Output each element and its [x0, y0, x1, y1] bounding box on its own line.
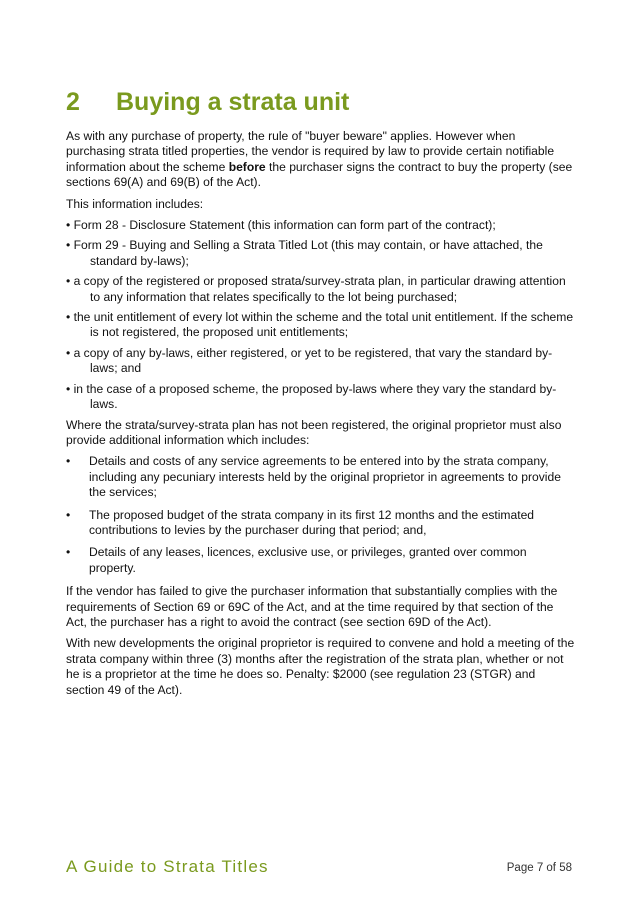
intro-text-after: the purchaser signs the contract to buy the property (see sections 69(A) and 69(B) of the Act).	[66, 159, 573, 190]
list-item-strata-plan: • a copy of the registered or proposed strata/survey-strata plan, in particular drawing attention to any information that relates specifically to the lot being purchased;	[66, 274, 566, 304]
intro-text-before: As with any purchase of property, the rule of "buyer beware" applies. However when purchasing strata titled properties, the vendor is required by law to provide certain notifiable information about the scheme	[66, 129, 555, 174]
list-item-text: The proposed budget of the strata company in its first 12 months and the estimated contributions to levies by the purchaser during that period; and,	[89, 507, 535, 537]
list-item-proposed-budget	[66, 508, 576, 539]
section-number: 2	[66, 88, 80, 116]
list-item-proposed-by-laws: • in the case of a proposed scheme, the proposed by-laws where they vary the standard by-laws.	[66, 381, 557, 412]
includes-paragraph: This information includes:	[66, 196, 204, 211]
list-item-text: Details of any leases, licences, exclusive use, or privileges, granted over common property.	[89, 545, 527, 575]
list-item-by-laws: • a copy of any by-laws, either registered, or yet to be registered, that vary the standard by-laws; and	[66, 345, 553, 376]
list-item-form-28: • Form 28 - Disclosure Statement (this information can form part of the contract);	[66, 218, 496, 233]
footer-page-number: Page 7 of 58	[506, 862, 572, 874]
section-heading	[66, 88, 349, 117]
new-developments-paragraph: With new developments the original proprietor is required to convene and hold a meeting of the strata company within three (3) months after the registration of the strata plan, whether or not he is a proprietor at the time he does so. Penalty: $2000 (see regulation 23 (STGR) and section 49 of the Act).	[66, 636, 575, 697]
vendor-failure-paragraph: If the vendor has failed to give the purchaser information that substantially complies with the requirements of Section 69 or 69C of the Act, and at the time required by that section of the Act, the purchaser has a right to avoid the contract (see section 69D of the Act).	[66, 584, 558, 629]
additional-information-list	[66, 454, 576, 576]
section-title: Buying a strata unit	[116, 88, 350, 116]
unregistered-plan-paragraph: Where the strata/survey-strata plan has not been registered, the original proprietor must also provide additional information which includes:	[66, 417, 562, 447]
list-item-unit-entitlement: • the unit entitlement of every lot within the scheme and the total unit entitlement. If the scheme is not registered, the proposed unit entitlements;	[66, 310, 574, 340]
intro-bold-before: before	[228, 159, 266, 174]
list-item-leases	[66, 545, 576, 576]
bullet-icon: •	[66, 507, 71, 522]
information-list	[66, 218, 576, 412]
intro-paragraph	[66, 129, 576, 191]
bullet-icon: •	[66, 454, 71, 469]
bullet-icon: •	[66, 545, 71, 560]
body-content	[66, 129, 576, 704]
footer-document-title: A Guide to Strata Titles	[66, 857, 269, 876]
list-item-service-agreements	[66, 454, 576, 500]
list-item-text: Details and costs of any service agreements to be entered into by the strata company, including any pecuniary interests held by the original proprietor in agreements to provide the services;	[89, 454, 561, 500]
list-item-form-29: • Form 29 - Buying and Selling a Strata Titled Lot (this may contain, or have attached, the standard by-laws);	[66, 238, 543, 268]
